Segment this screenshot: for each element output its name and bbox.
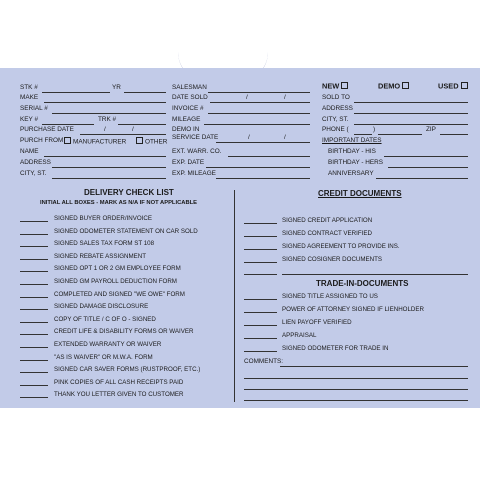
mileage-label: MILEAGE [172,116,201,123]
ext-warr-co-field[interactable] [228,156,310,157]
delivery-check-initial-line[interactable] [20,246,48,247]
delivery-check-initial-line[interactable] [20,322,48,323]
trade-doc-initial-line[interactable] [244,351,277,352]
birthday-his-field[interactable] [384,156,468,157]
delivery-check-initial-line[interactable] [20,347,48,348]
delivery-check-item [0,227,230,237]
trade-doc-item [244,331,474,341]
stk-label: STK # [20,84,38,91]
purch-from-label: PURCH FROM [20,137,64,144]
service-slash-1: / [248,134,250,141]
zip-label: ZIP [426,126,436,133]
delivery-checklist [0,214,232,408]
zip-field[interactable] [440,134,468,135]
trade-doc-item-label: LIEN PAYOFF VERIFIED [282,319,352,326]
make-field[interactable] [44,102,166,103]
delivery-check-initial-line[interactable] [20,271,48,272]
section-divider [234,190,235,402]
delivery-check-initial-line[interactable] [20,309,48,310]
delivery-check-item [0,239,230,249]
trade-doc-item [244,344,474,354]
credit-documents-title: CREDIT DOCUMENTS [318,189,402,198]
key-label: KEY # [20,116,39,123]
manufacturer-box-icon [64,137,71,144]
salesman-label: SALESMAN [172,84,207,91]
credit-doc-item [244,229,474,239]
delivery-check-item-label: EXTENDED WARRANTY OR WAIVER [54,341,162,348]
delivery-check-initial-line[interactable] [20,297,48,298]
delivery-check-item-label: COMPLETED AND SIGNED "WE OWE" FORM [54,290,185,298]
credit-doc-item-label: SIGNED CREDIT APPLICATION [282,217,373,224]
anniversary-label: ANNIVERSARY [328,170,374,177]
delivery-check-initial-line[interactable] [20,259,48,260]
trade-doc-initial-line[interactable] [244,325,277,326]
delivery-checklist-subtitle: INITIAL ALL BOXES - MARK AS N/A IF NOT APPLICABLE [40,200,198,206]
credit-documents-list [244,216,474,266]
comments-line-2[interactable] [244,378,468,379]
city-st-label: CITY, ST. [322,116,349,123]
delivery-check-item-label: SIGNED OPT 1 OR 2 GM EMPLOYEE FORM [54,265,181,273]
delivery-check-item-label: SIGNED SALES TAX FORM ST 108 [54,240,155,248]
exp-mileage-label: EXP. MILEAGE [172,170,216,177]
demo-in-label: DEMO IN [172,126,200,133]
date-sold-slash-1: / [246,94,248,101]
delivery-check-item [0,390,230,400]
delivery-check-item [0,214,230,224]
trade-in-documents-list [244,292,474,352]
delivery-check-item-label: SIGNED BUYER ORDER/INVOICE [54,215,152,222]
ext-warr-co-label: EXT. WARR. CO. [172,148,222,155]
credit-doc-item [244,242,474,252]
phone-label: PHONE ( [322,126,349,133]
date-sold-slash-2: / [284,94,286,101]
used-checkbox[interactable]: USED [438,82,468,91]
yr-field[interactable] [124,92,166,93]
delivery-check-initial-line[interactable] [20,372,48,373]
delivery-check-initial-line[interactable] [20,397,48,398]
delivery-check-item-label: SIGNED ODOMETER STATEMENT ON CAR SOLD [54,227,198,235]
exp-date-field[interactable] [206,167,310,168]
birthday-his-label: BIRTHDAY - HIS [328,148,376,155]
delivery-check-item-label: CREDIT LIFE & DISABILITY FORMS OR WAIVER [54,328,194,336]
credit-doc-initial-line[interactable] [244,262,277,263]
phone-number-field[interactable] [378,134,422,135]
trade-doc-item-label: APPRAISAL [282,332,317,339]
trade-doc-item-label: POWER OF ATTORNEY SIGNED IF LIENHOLDER [282,306,424,313]
delivery-check-item-label: SIGNED CAR SAVER FORMS (RUSTPROOF, ETC.) [54,366,201,374]
credit-extra-initial[interactable] [244,274,277,275]
trade-doc-item [244,292,474,302]
delivery-check-item-label: THANK YOU LETTER GIVEN TO CUSTOMER [54,391,184,399]
city-st-field[interactable] [354,124,468,125]
name-field[interactable] [44,156,166,157]
trade-doc-item [244,318,474,328]
comments-line-3[interactable] [244,389,468,390]
delivery-check-item [0,277,230,287]
delivery-check-item [0,340,230,350]
deal-jacket-card [0,68,480,408]
delivery-check-item [0,365,230,375]
city-st2-field[interactable] [52,178,166,179]
delivery-check-item-label: "AS IS WAIVER" OR M.W.A. FORM [54,353,153,361]
invoice-label: INVOICE # [172,105,204,112]
trk-field[interactable] [118,124,166,125]
delivery-check-item-label: PINK COPIES OF ALL CASH RECEIPTS PAID [54,378,184,386]
delivery-check-item [0,302,230,312]
sold-to-field[interactable] [354,102,468,103]
delivery-check-item-label: COPY OF TITLE / C OF O - SIGNED [54,315,156,323]
delivery-check-initial-line[interactable] [20,360,48,361]
comments-line-1[interactable] [280,366,468,367]
comments-label: COMMENTS: [244,358,284,365]
credit-doc-initial-line[interactable] [244,236,277,237]
address-label: ADDRESS [322,105,353,112]
trade-in-documents-title: TRADE-IN-DOCUMENTS [316,279,409,288]
new-checkbox[interactable]: NEW [322,82,348,91]
mileage-field[interactable] [204,124,310,125]
delivery-check-item [0,290,230,300]
demo-checkbox[interactable]: DEMO [378,82,409,91]
serial-field[interactable] [52,113,166,114]
delivery-check-initial-line[interactable] [20,385,48,386]
yr-label: YR [112,84,121,91]
delivery-check-item [0,315,230,325]
purchase-slash-2: / [132,126,134,133]
salesman-field[interactable] [208,92,310,93]
exp-mileage-field[interactable] [216,178,310,179]
date-sold-label: DATE SOLD [172,94,208,101]
phone-paren: ) [373,126,376,133]
sold-to-label: SOLD TO [322,94,350,101]
credit-doc-item [244,216,474,226]
credit-doc-item-label: SIGNED AGREEMENT TO PROVIDE INS. [282,243,400,250]
used-box-icon [461,82,468,89]
comments-line-4[interactable] [244,400,468,401]
credit-doc-item [244,255,474,265]
stk-field[interactable] [42,92,110,93]
credit-doc-item-label: SIGNED CONTRACT VERIFIED [282,230,372,237]
delivery-check-item [0,264,230,274]
delivery-check-initial-line[interactable] [20,284,48,285]
service-date-label: SERVICE DATE [172,134,219,141]
manufacturer-checkbox[interactable]: MANUFACTURER [64,137,126,147]
address2-label: ADDRESS [20,159,51,166]
credit-doc-item-label: SIGNED COSIGNER DOCUMENTS [282,256,383,263]
purchase-slash-1: / [104,126,106,133]
invoice-field[interactable] [208,113,310,114]
trade-doc-item [244,305,474,315]
delivery-check-item [0,252,230,262]
delivery-check-item [0,327,230,337]
phone-area-field[interactable] [354,134,372,135]
credit-doc-initial-line[interactable] [244,249,277,250]
delivery-check-item-label: SIGNED REBATE ASSIGNMENT [54,252,147,260]
address2-field[interactable] [52,167,166,168]
demo-box-icon [402,82,409,89]
exp-date-label: EXP. DATE [172,159,205,166]
delivery-check-initial-line[interactable] [20,334,48,335]
birthday-hers-label: BIRTHDAY - HERS [328,159,384,166]
trade-doc-item-label: SIGNED ODOMETER FOR TRADE IN [282,345,389,352]
anniversary-field[interactable] [376,178,468,179]
name-label: NAME [20,148,39,155]
trade-doc-initial-line[interactable] [244,312,277,313]
delivery-checklist-title: DELIVERY CHECK LIST [84,188,174,197]
birthday-hers-field[interactable] [388,167,468,168]
delivery-check-initial-line[interactable] [20,221,48,222]
make-label: MAKE [20,94,39,101]
date-sold-field[interactable] [210,102,310,103]
credit-doc-initial-line[interactable] [244,223,277,224]
delivery-check-item-label: SIGNED GM PAYROLL DEDUCTION FORM [54,278,177,285]
important-dates-heading: IMPORTANT DATES [322,137,382,144]
address-field[interactable] [354,113,468,114]
other-box-icon [136,137,143,144]
credit-extra-line[interactable] [282,274,468,275]
new-box-icon [341,82,348,89]
delivery-check-item [0,378,230,388]
trade-doc-initial-line[interactable] [244,299,277,300]
delivery-check-item-label: SIGNED DAMAGE DISCLOSURE [54,303,149,311]
service-date-field[interactable] [216,142,310,143]
purchase-date-field[interactable] [80,134,166,135]
trade-doc-initial-line[interactable] [244,338,277,339]
key-field[interactable] [42,124,94,125]
service-slash-2: / [284,134,286,141]
purchase-date-label: PURCHASE DATE [20,126,74,133]
other-checkbox[interactable]: OTHER [136,137,167,147]
serial-label: SERIAL # [20,105,48,112]
trade-doc-item-label: SIGNED TITLE ASSIGNED TO US [282,293,378,300]
trk-label: TRK # [98,116,117,123]
delivery-check-initial-line[interactable] [20,234,48,235]
city-st2-label: CITY, ST. [20,170,47,177]
delivery-check-item [0,353,230,363]
